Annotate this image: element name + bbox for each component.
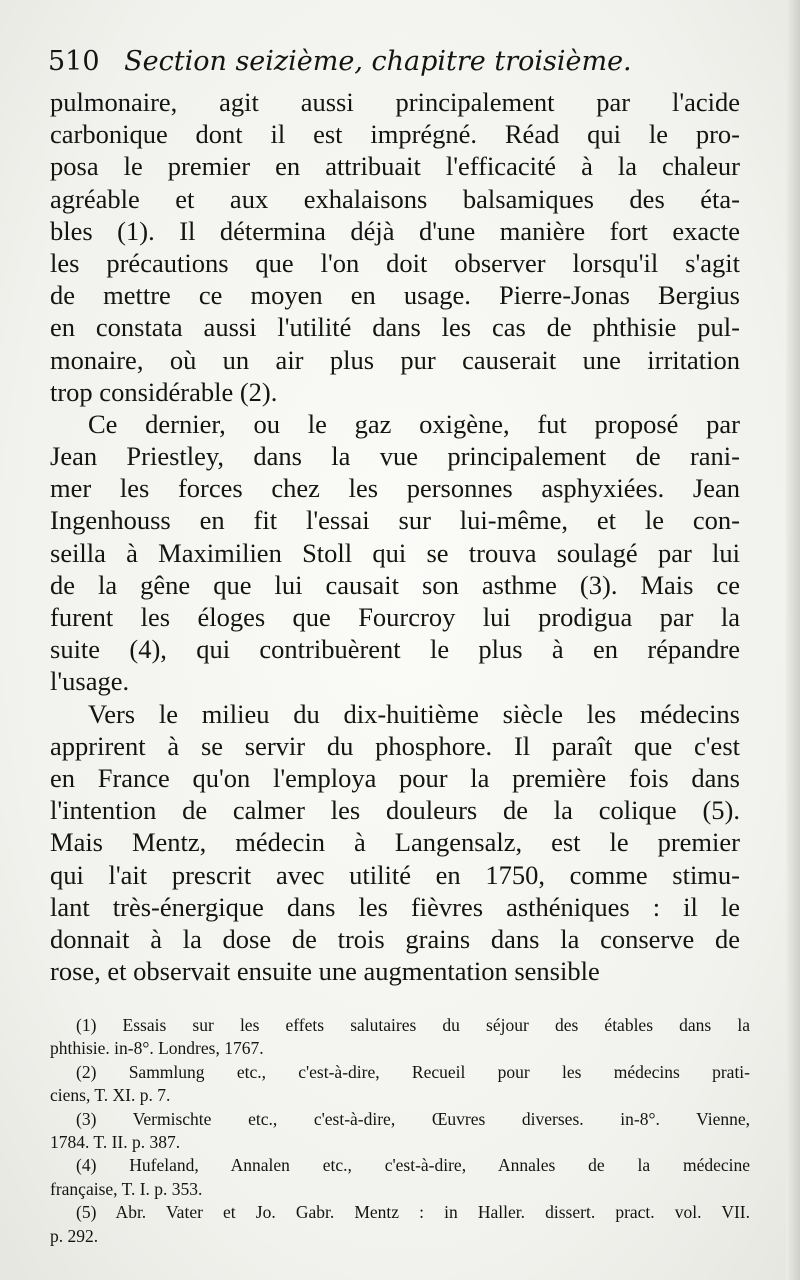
text-line: rose, et observait ensuite une augmentation sensible: [50, 956, 600, 987]
text-line: l'intention de calmer les douleurs de la colique (5).: [50, 795, 740, 826]
text-line: agréable et aux exhalaisons balsamiques des éta-: [50, 183, 740, 214]
text-line: lant très-énergique dans les fièvres asthéniques : il le: [50, 891, 740, 922]
text-line: mer les forces chez les personnes asphyxiées. Jean: [50, 473, 740, 504]
text-line: de la gêne que lui causait son asthme (3). Mais ce: [50, 569, 740, 600]
footnote-line: (3) Vermischte etc., c'est-à-dire, Œuvres diverses. in-8°. Vienne,: [76, 1108, 750, 1129]
text-line: Jean Priestley, dans la vue principalement de rani-: [50, 441, 740, 472]
text-line: Vers le milieu du dix-huitième siècle les médecins: [88, 698, 740, 729]
text-line: apprirent à se servir du phosphore. Il paraît que c'est: [50, 730, 740, 761]
text-line: bles (1). Il détermina déjà d'une manière fort exacte: [50, 215, 740, 246]
text-line: seilla à Maximilien Stoll qui se trouva soulagé par lui: [50, 537, 740, 568]
footnote-line: (5) Abr. Vater et Jo. Gabr. Mentz : in Haller. dissert. pract. vol. VII.: [76, 1202, 750, 1223]
text-line: pulmonaire, agit aussi principalement par l'acide: [50, 87, 740, 117]
running-title: Section seizième, chapitre troisième.: [124, 46, 632, 77]
footnote-line: (4) Hufeland, Annalen etc., c'est-à-dire, Annales de la médecine: [76, 1155, 750, 1176]
page-edge-shadow: [786, 0, 800, 1280]
footnote-line: (2) Sammlung etc., c'est-à-dire, Recueil pour les médecins prati-: [76, 1061, 750, 1082]
paragraph: [50, 698, 740, 988]
text-line: posa le premier en attribuait l'efficacité à la chaleur: [50, 151, 740, 182]
running-header: [48, 46, 632, 77]
footnote-line: 1784. T. II. p. 387.: [50, 1131, 181, 1152]
footnote-line: ciens, T. XI. p. 7.: [50, 1085, 171, 1106]
footnote: [50, 1154, 750, 1201]
text-line: monaire, où un air plus pur causerait une irritation: [50, 344, 740, 375]
footnote-line: phthisie. in-8°. Londres, 1767.: [50, 1038, 264, 1059]
text-line: furent les éloges que Fourcroy lui prodigua par la: [50, 602, 740, 632]
page-number: 510: [48, 46, 100, 77]
footnote: [50, 1201, 750, 1248]
text-line: carbonique dont il est imprégné. Réad qui le pro-: [50, 119, 740, 150]
text-line: en France qu'on l'employa pour la première fois dans: [50, 762, 740, 793]
text-line: Ce dernier, ou le gaz oxigène, fut proposé par: [88, 408, 740, 439]
text-line: l'usage.: [50, 666, 130, 697]
text-line: en constata aussi l'utilité dans les cas de phthisie pul-: [50, 312, 740, 343]
text-line: Mais Mentz, médecin à Langensalz, est le premier: [50, 827, 740, 858]
footnote-line: p. 292.: [50, 1225, 99, 1246]
footnote: [50, 1108, 750, 1155]
paragraph: [50, 408, 740, 698]
footnote-line: (1) Essais sur les effets salutaires du séjour des étables dans la: [76, 1015, 750, 1035]
footnote: [50, 1061, 750, 1108]
text-line: suite (4), qui contribuèrent le plus à en répandre: [50, 634, 740, 665]
text-line: les précautions que l'on doit observer lorsqu'il s'agit: [50, 247, 740, 278]
footnotes: [50, 1014, 750, 1248]
text-line: Ingenhouss en fit l'essai sur lui-même, et le con-: [50, 505, 740, 536]
text-line: trop considérable (2).: [50, 376, 278, 407]
text-line: qui l'ait prescrit avec utilité en 1750, comme stimu-: [50, 859, 740, 890]
text-line: de mettre ce moyen en usage. Pierre-Jonas Bergius: [50, 280, 740, 311]
footnote: [50, 1014, 750, 1061]
body-text: [50, 86, 740, 987]
text-line: donnait à la dose de trois grains dans la conserve de: [50, 923, 740, 954]
paragraph: [50, 86, 740, 408]
footnote-line: française, T. I. p. 353.: [50, 1178, 203, 1199]
